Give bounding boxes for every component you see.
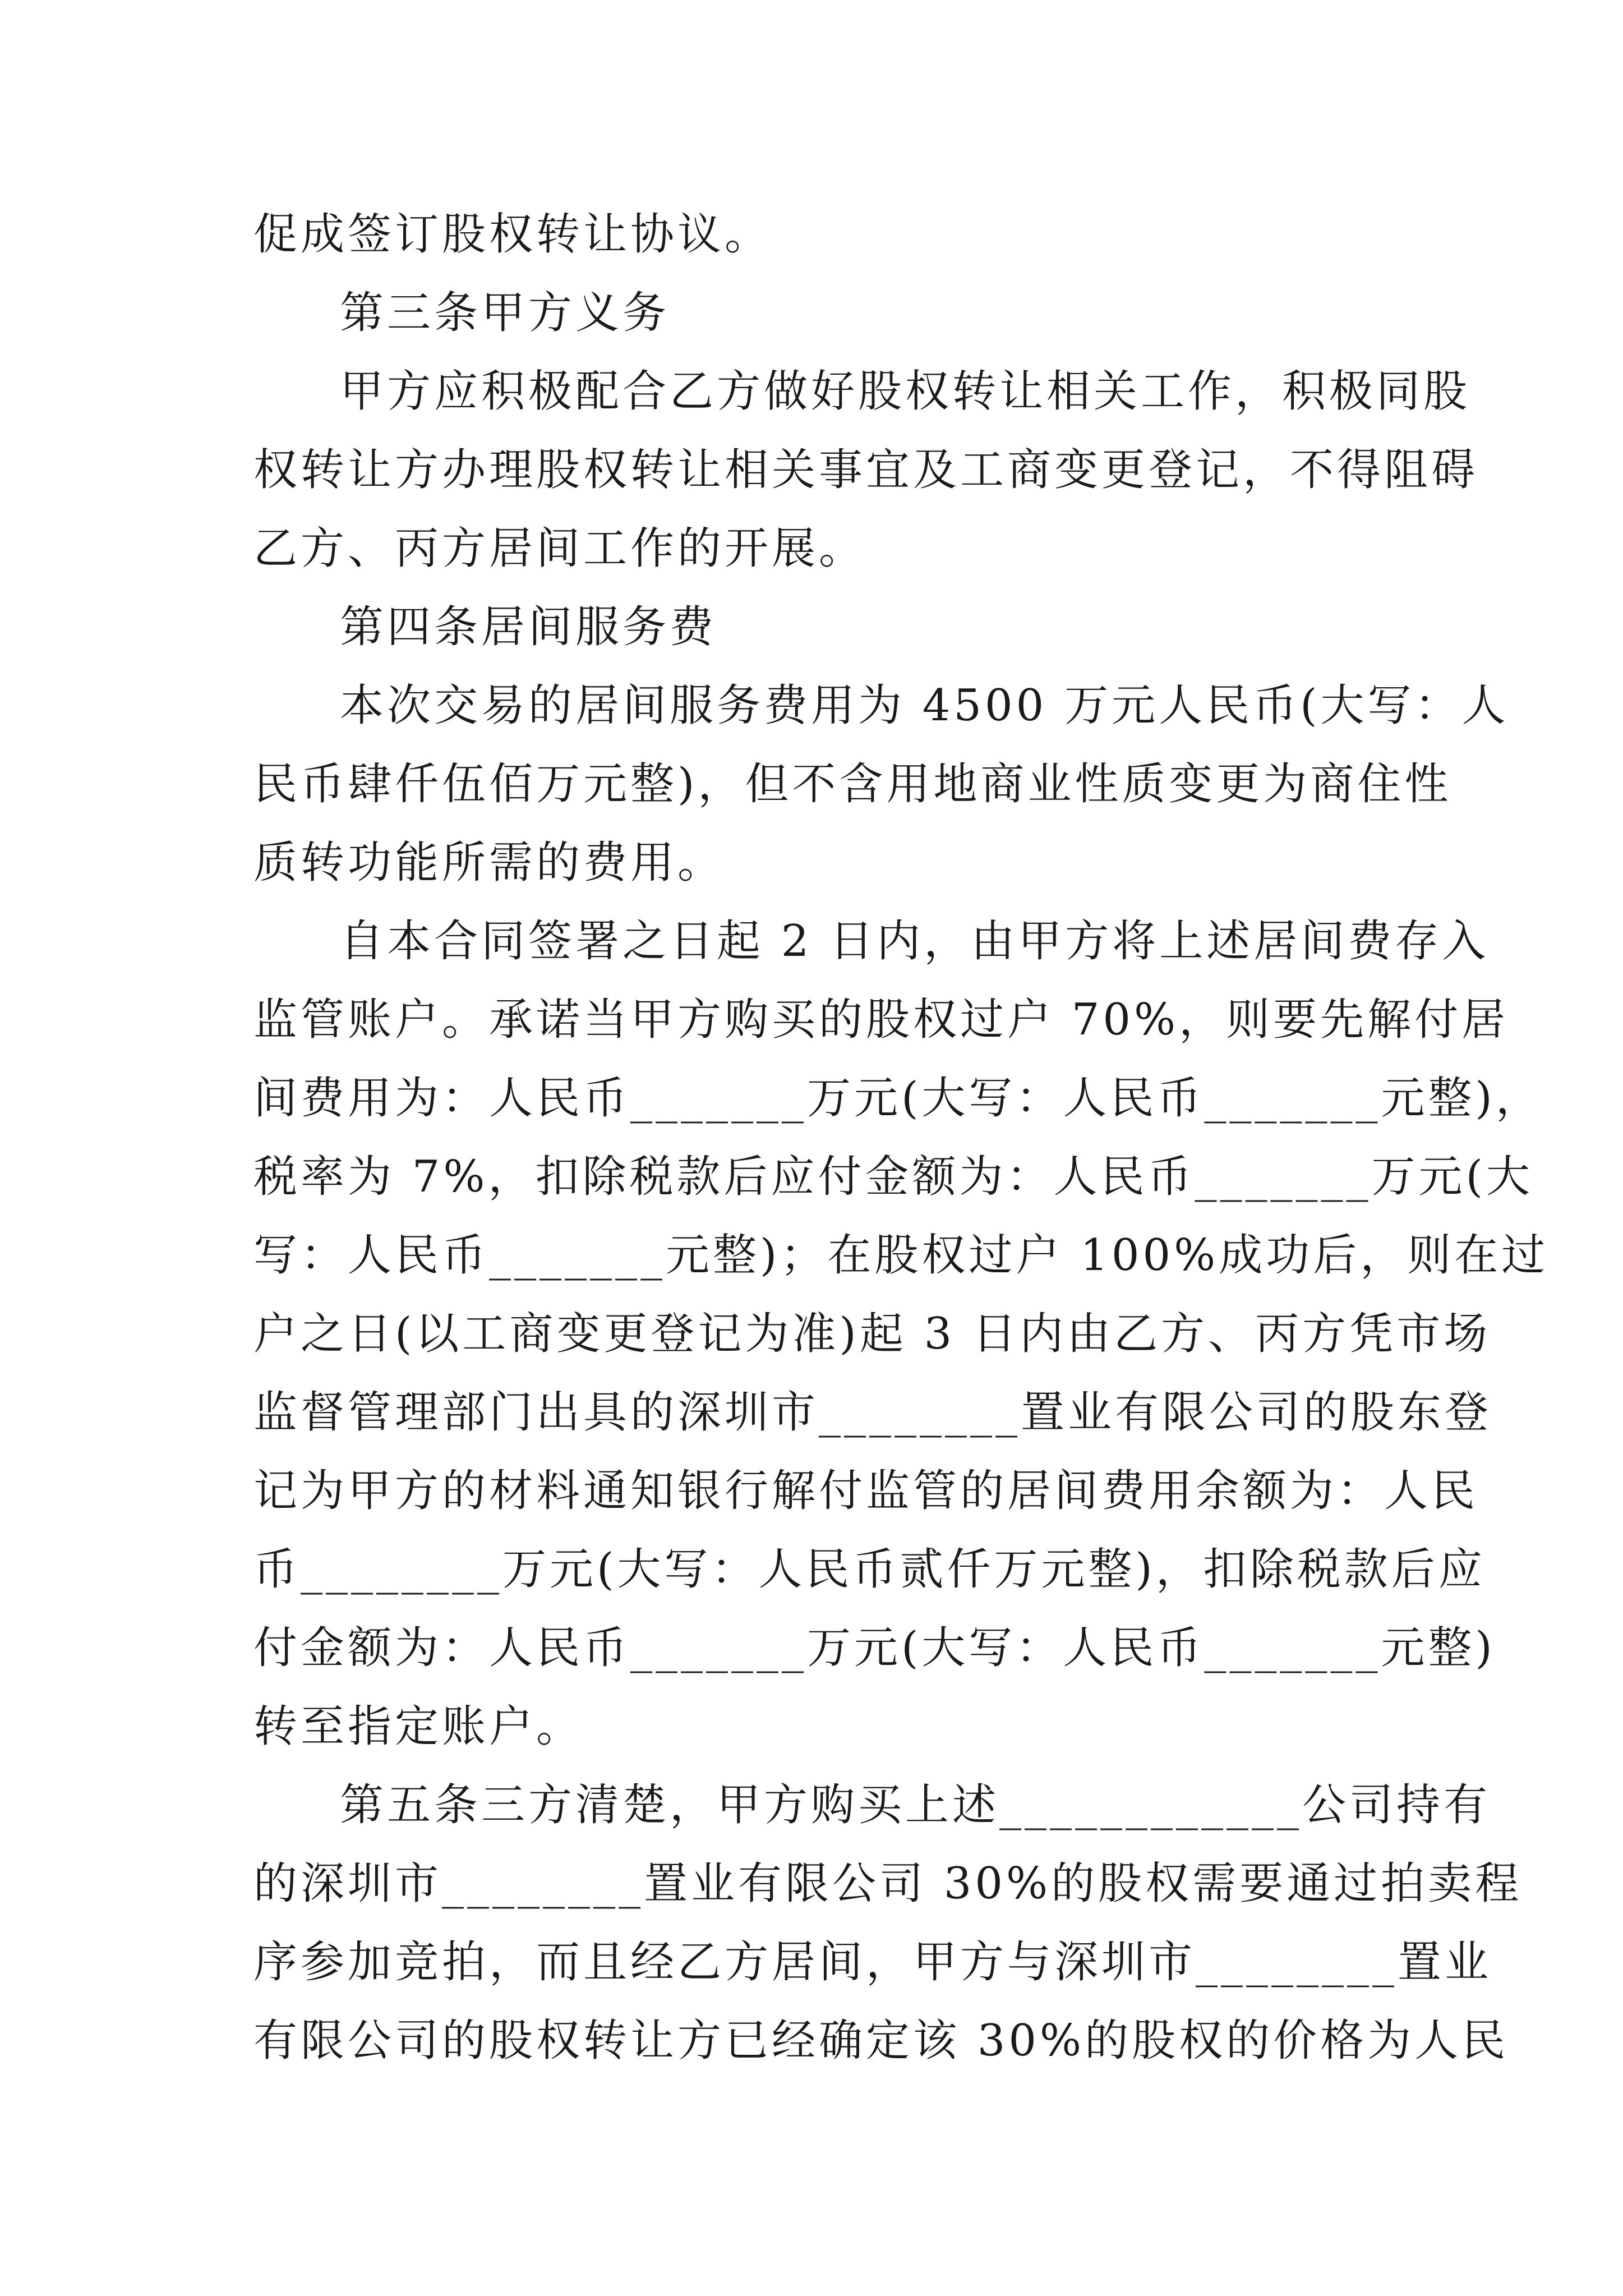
text-line: 监管账户。承诺当甲方购买的股权过户 70%，则要先解付居 [253,995,1509,1045]
text-line: 质转功能所需的费用。 [253,838,725,888]
text-line: 权转让方办理股权转让相关事宜及工商变更登记，不得阻碍 [253,445,1479,495]
text-line: 本次交易的居间服务费用为 4500 万元人民币(大写：人 [340,680,1509,731]
text-line: 记为甲方的材料通知银行解付监管的居间费用余额为：人民 [253,1466,1479,1516]
section-heading: 第三条甲方义务 [340,288,670,338]
text-line: 写：人民币_______元整)；在股权过户 100%成功后，则在过 [253,1230,1549,1281]
section-heading: 第四条居间服务费 [340,602,717,652]
text-line: 转至指定账户。 [253,1701,584,1752]
text-line: 税率为 7%，扣除税款后应付金额为：人民币_______万元(大 [253,1152,1533,1202]
text-line: 乙方、丙方居间工作的开展。 [253,523,866,574]
text-line: 第五条三方清楚，甲方购买上述____________公司持有 [340,1780,1491,1830]
text-line: 户之日(以工商变更登记为准)起 3 日内由乙方、丙方凭市场 [253,1309,1491,1359]
text-line: 序参加竞拍，而且经乙方居间，甲方与深圳市________置业 [253,1937,1492,1987]
text-line: 监督管理部门出具的深圳市________置业有限公司的股东登 [253,1387,1492,1438]
text-line: 的深圳市________置业有限公司 30%的股权需要通过拍卖程 [253,1858,1523,1909]
text-line: 民币肆仟伍佰万元整)，但不含用地商业性质变更为商住性 [253,759,1452,809]
text-line: 有限公司的股权转让方已经确定该 30%的股权的价格为人民 [253,2016,1509,2066]
text-line: 自本合同签署之日起 2 日内，由甲方将上述居间费存入 [340,916,1490,967]
text-line: 付金额为：人民币_______万元(大写：人民币_______元整) [253,1623,1496,1673]
text-line: 甲方应积极配合乙方做好股权转让相关工作，积极同股 [340,366,1471,417]
text-line: 币________万元(大写：人民币贰仟万元整)，扣除税款后应 [253,1544,1486,1595]
text-line: 促成签订股权转让协议。 [253,209,772,260]
text-line: 间费用为：人民币_______万元(大写：人民币_______元整)， [253,1073,1543,1124]
